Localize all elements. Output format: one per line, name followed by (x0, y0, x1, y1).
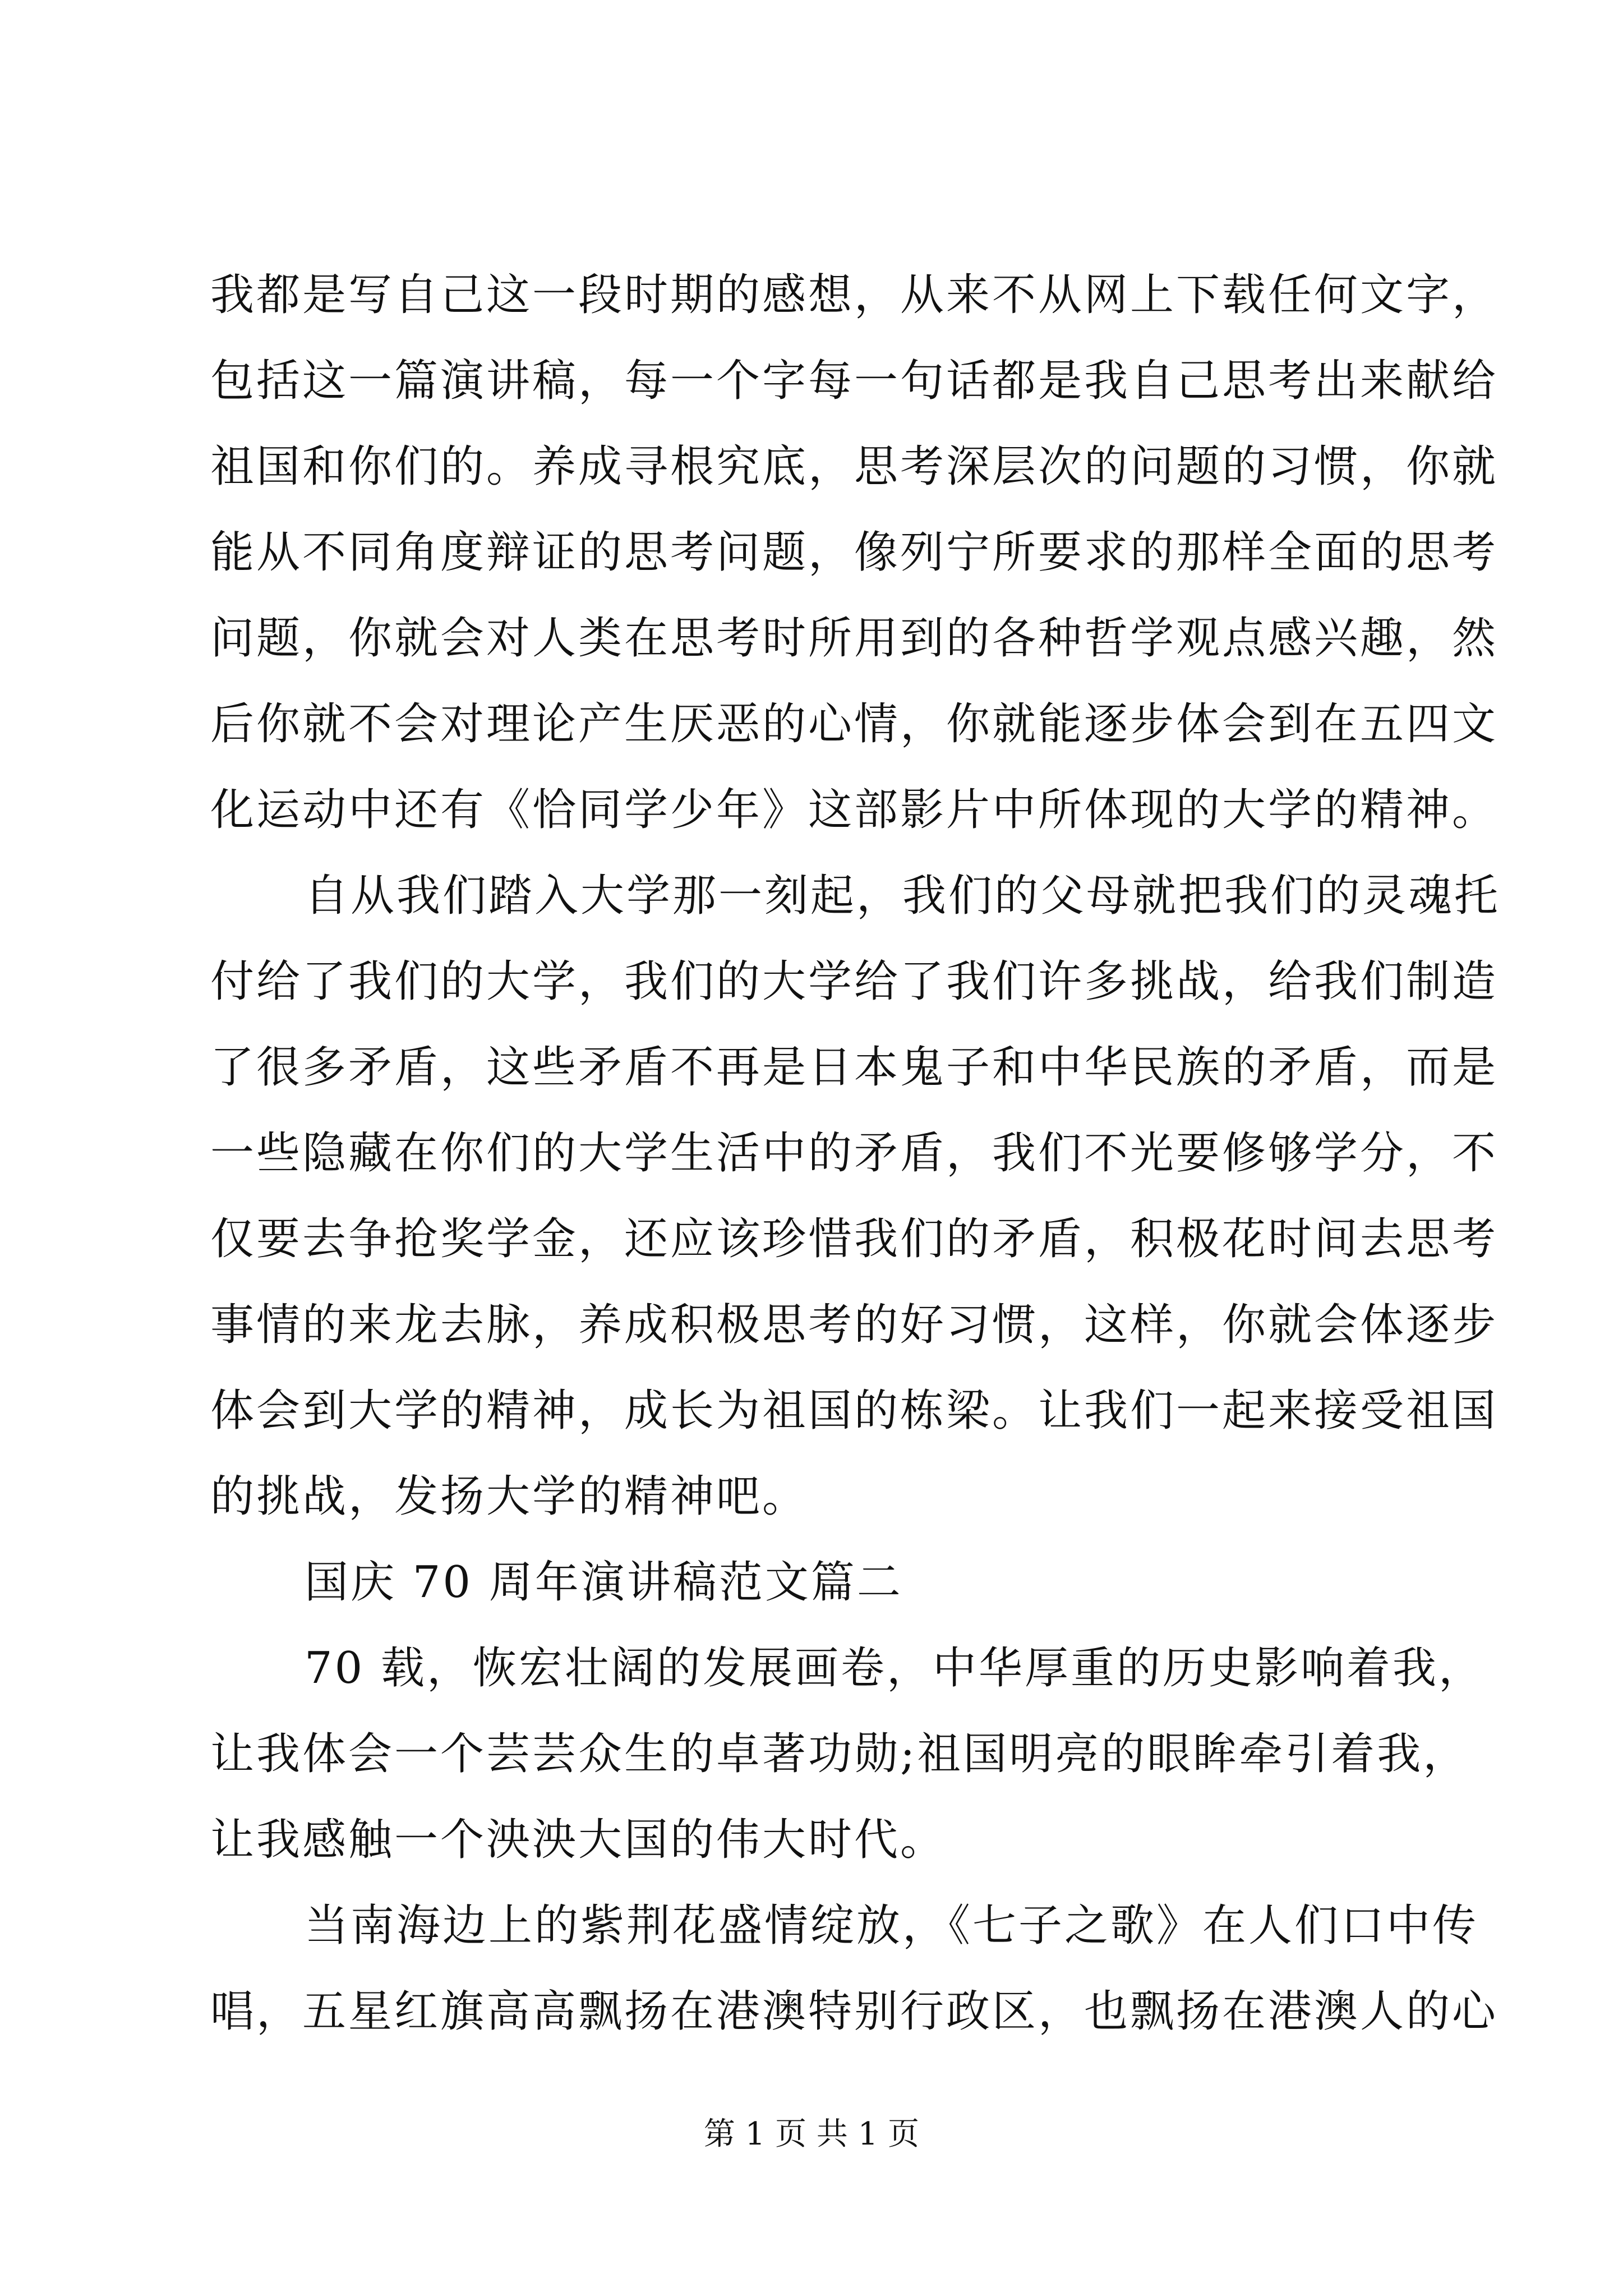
text-line: 唱，五星红旗高高飘扬在港澳特别行政区，也飘扬在港澳人的心 (210, 1986, 1498, 2037)
text-line: 国庆 70 周年演讲稿范文篇二 (305, 1557, 903, 1608)
text-line: 后你就不会对理论产生厌恶的心情，你就能逐步体会到在五四文 (210, 699, 1498, 749)
text-line: 包括这一篇演讲稿，每一个字每一句话都是我自己思考出来献给 (210, 356, 1498, 406)
document-body (210, 252, 1501, 2055)
text-line: 我都是写自己这一段时期的感想，从来不从网上下载任何文字， (210, 270, 1498, 320)
text-line: 体会到大学的精神，成长为祖国的栋梁。让我们一起来接受祖国 (210, 1386, 1498, 1436)
text-line: 一些隐藏在你们的大学生活中的矛盾，我们不光要修够学分，不 (210, 1128, 1498, 1179)
text-line: 问题，你就会对人类在思考时所用到的各种哲学观点感兴趣，然 (210, 613, 1498, 664)
text-line: 70 载，恢宏壮阔的发展画卷，中华厚重的历史影响着我， (305, 1643, 1485, 1694)
page-footer: 第 1 页 共 1 页 (703, 2116, 920, 2152)
text-line: 自从我们踏入大学那一刻起，我们的父母就把我们的灵魂托 (305, 871, 1501, 921)
paragraph (210, 1540, 1422, 1626)
text-line: 祖国和你们的。养成寻根究底，思考深层次的问题的习惯，你就 (210, 441, 1498, 492)
text-line: 让我体会一个芸芸众生的卓著功勋;祖国明亮的眼眸牵引着我， (210, 1729, 1469, 1779)
text-line: 能从不同角度辩证的思考问题，像列宁所要求的那样全面的思考 (210, 527, 1498, 578)
text-line: 事情的来龙去脉，养成积极思考的好习惯，这样，你就会体逐步 (210, 1300, 1498, 1350)
text-line: 仅要去争抢奖学金，还应该珍惜我们的矛盾，积极花时间去思考 (210, 1214, 1498, 1264)
text-line: 的挑战，发扬大学的精神吧。 (210, 1471, 809, 1522)
paragraph (210, 252, 1498, 853)
text-line: 当南海边上的紫荆花盛情绽放，《七子之歌》在人们口中传 (305, 1901, 1479, 1951)
text-line: 让我感触一个泱泱大国的伟大时代。 (210, 1815, 947, 1865)
text-line: 了很多矛盾，这些矛盾不再是日本鬼子和中华民族的矛盾，而是 (210, 1042, 1498, 1093)
text-line: 付给了我们的大学，我们的大学给了我们许多挑战，给我们制造 (210, 956, 1498, 1007)
text-line: 化运动中还有《恰同学少年》这部影片中所体现的大学的精神。 (210, 785, 1498, 835)
paragraph (210, 1883, 1498, 2055)
paragraph (210, 853, 1501, 1540)
paragraph (210, 1626, 1485, 1883)
